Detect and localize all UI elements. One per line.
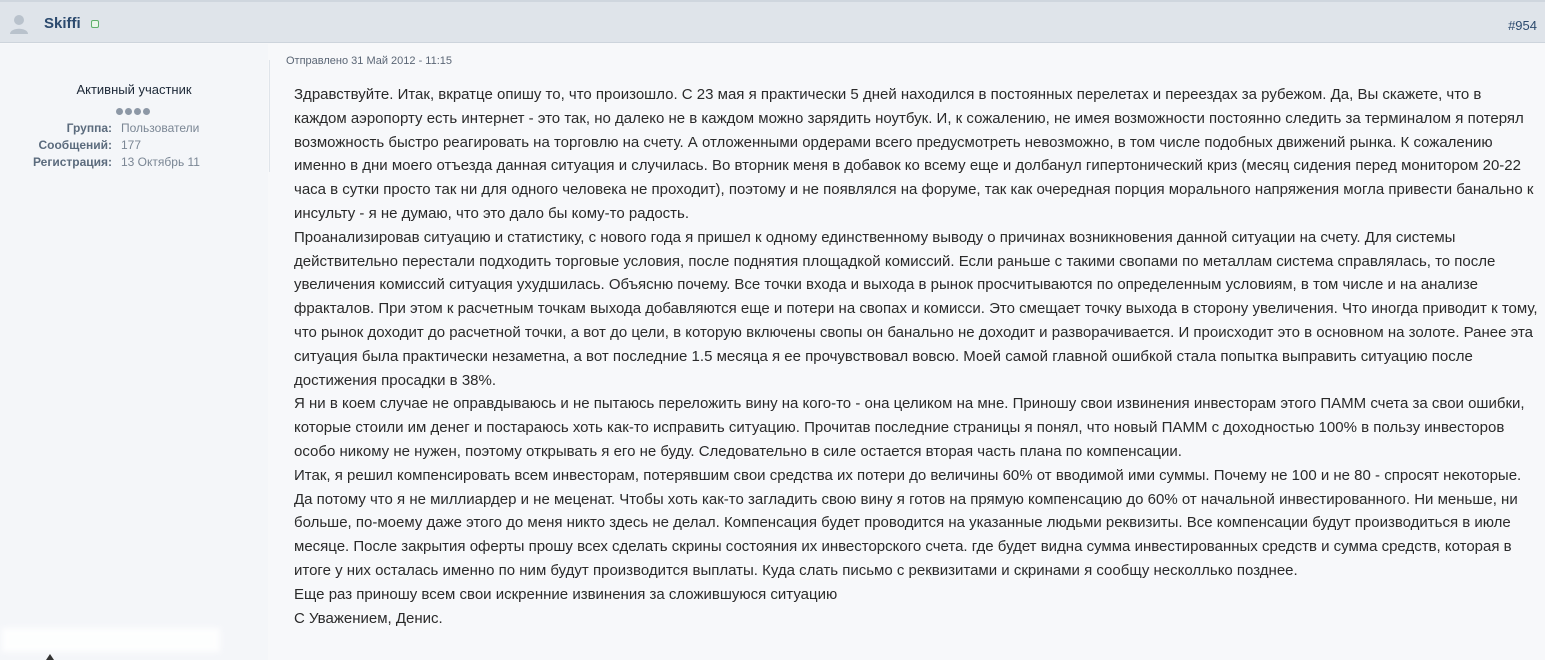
blurred-overlay [2,628,220,652]
user-icon [9,13,29,35]
post-number-link[interactable]: #954 [1508,18,1537,33]
rank-pip-icon [116,108,123,115]
post-paragraph: Итак, я решил компенсировать всем инвесторам, потерявшим свои средства их потери до величины 60% от вводимой ими суммы. Почему не 100 и не 80 - спросят некоторые. Да потому что я не миллиардер и не меценат. Чтобы хоть как-то загладить свою вину я готов на прямую компенсацию до 60% от начальной инвестированного. Ни меньше, ни больше, по-моему даже этого до меня никто здесь не делал. Компенсация будет проводится на указанные людьми реквизиты. Все компенсации будут производиться в июле месяце. После закрытия оферты прошу всех сделать скрины состояния их инвесторского счета. где будет видна сумма инвестированных средств и сумма средств, которая в итоге у них осталась именно по ним будут производится выплаты. Куда слать письмо с реквизитами и скринами я сообщу несколлько позднее. [294,466,1522,579]
meta-value: 13 Октябрь 11 [121,155,200,169]
rank-pips [116,102,152,110]
meta-label: Сообщений: [38,138,112,152]
post-header [0,2,1545,43]
meta-value: Пользователи [121,121,200,135]
post-paragraph: Еще раз приношу всем свои искренние извинения за сложившуюся ситуацию [294,585,838,603]
rank-pip-icon [143,108,150,115]
online-status-icon [91,20,99,28]
meta-row-posts [0,138,268,155]
meta-row-group [0,121,268,138]
post-paragraph: Здравствуйте. Итак, вкратце опишу то, что произошло. С 23 мая я практически 5 дней находился в постоянных перелетах и переездах за рубежом. Да, Вы скажете, что в каждом аэропорту есть интернет - это так, но далеко не в каждом можно зарядить ноутбук. И, к сожалению, не имея возможности постоянно следить за терминалом я потерял возможность быстро реагировать на торговлю на счету. А отложенными ордерами всего предусмотреть невозможно, в том числе подобных движений рынка. К сожалению именно в дни моего отъезда данная ситуация и случилась. Во вторник меня в добавок ко всему еще и долбанул гипертонический криз (месяц сидения перед монитором 20-22 часа в сутки просто так ни для одного человека не проходит), поэтому и не появлялся на форуме, так как очередная порция морального напряжения могла привести банально к инсульту - я не думаю, что это дало бы кому-то радость. [294,86,1534,222]
username-link[interactable]: Skiffi [44,15,81,32]
mouse-cursor-icon [46,654,54,660]
meta-value: 177 [121,138,142,152]
post-paragraph: Я ни в коем случае не оправдываюсь и не пытаюсь переложить вину на кого-то - она целиком на мне. Приношу свои извинения инвесторам этого ПАММ счета за свои ошибки, которые стоили им денег и постараюсь хоть как-то исправить ситуацию. Прочитав последние страницы я понял, что новый ПАММ с доходностью 100% в пользу инвесторов особо никому не нужен, поэтому открывать я его не буду. Следовательно в силе остается вторая часть плана по компенсации. [294,395,1525,460]
rank-pip-icon [125,108,132,115]
post-date: Отправлено 31 Май 2012 - 11:15 [286,55,453,67]
user-rank-title: Активный участник [76,82,192,97]
author-meta [0,121,268,172]
meta-label: Регистрация: [32,155,112,169]
sidebar-divider [269,60,270,172]
meta-row-registered [0,155,268,172]
rank-pip-icon [134,108,141,115]
post-body [294,83,1538,630]
post-paragraph: Проанализировав ситуацию и статистику, с нового года я пришел к одному единственному выводу о причинах возникновения данной ситуации на счету. Для системы действительно перестали подходить торговые условия, после поднятия площадкой комиссий. Если раньше с такими свопами по металлам система справлялась, то после увеличения комиссий ситуация ухудшилась. Объясню почему. Все точки входа и выхода в рынок просчитываются по определенным условиям, в том числе и на анализе фракталов. При этом к расчетным точкам выхода добавляются еще и потери на свопах и комисси. Это смещает точку выхода в сторону увеличения. Что иногда приводит к тому, что рынок доходит до расчетной точки, а вот до цели, в которую включены свопы он банально не доходит и разворачивается. И происходит это в основном на золоте. Ранее эта ситуация была практически незаметна, а вот последние 1.5 месяца я ее прочувствовал вовсю. Моей самой главной ошибкой стала попытка выправить ситуацию после достижения просадки в 38%. [294,228,1538,389]
meta-label: Группа: [66,121,112,135]
post-signature: С Уважением, Денис. [294,609,443,627]
